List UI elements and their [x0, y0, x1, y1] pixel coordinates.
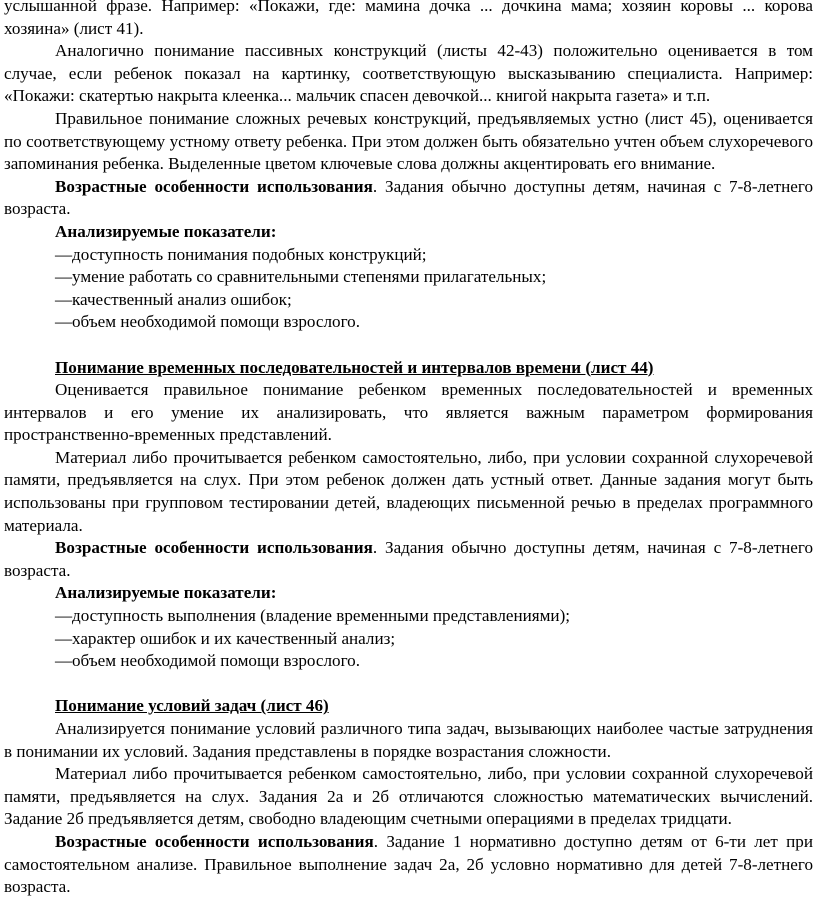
- age-paragraph-1: [4, 176, 813, 221]
- paragraph-passive-constructions: Аналогично понимание пассивных конструкций (листы 42-43) положительно оценивается в том случае, если ребенок показал на картинку, соответствующую высказыванию специалиста. Например: «Покажи: скатертью накрыта клеенка... мальчик спасен девочкой... книгой накрыта газета» и т.п.: [4, 41, 813, 106]
- paragraph-complex-constructions: Правильное понимание сложных речевых конструкций, предъявляемых устно (лист 45), оценивается по соответствующему устному ответу ребенка. При этом должен быть обязательно учтен объем слухоречевого запоминания ребенка. Выделенные цветом ключевые слова должны акцентировать его внимание.: [4, 108, 813, 174]
- age-text: . Задания обычно доступны детям, начиная с 7-8-летнего возраста.: [4, 538, 813, 580]
- age-text: . Задания обычно доступны детям, начиная с 7-8-летнего возраста.: [4, 176, 813, 219]
- dash-marker: —: [55, 628, 73, 648]
- section-title-task-conditions: Понимание условий задач (лист 46): [55, 696, 329, 716]
- paragraph-time-1: Оценивается правильное понимание ребенком временных последовательностей и временных интервалов и его умение их анализировать, что является важным параметром формирования пространственно-временных представлений.: [4, 380, 813, 445]
- age-paragraph-2: [4, 537, 813, 582]
- section-title-time-sequences: Понимание временных последовательностей и интервалов времени (лист 44): [55, 357, 654, 377]
- paragraph-intro: услышанной фразе. Например: «Покажи, где: мамина дочка ... дочкина мама; хозяин коровы ... корова хозяина» (лист 41).: [4, 0, 813, 38]
- paragraph-tasks-2: Материал либо прочитывается ребенком самостоятельно, либо, при условии сохранной слухоречевой памяти, предъявляется на слух. Задания 2а и 2б отличаются сложностью математических вычислений. Задание 2б предъявляется детям, свободно владеющим счетными операциями в пределах тридцати.: [4, 764, 813, 829]
- list-item: —доступность понимания подобных конструкций;: [4, 244, 813, 267]
- dash-marker: —: [55, 651, 73, 671]
- dash-marker: —: [55, 289, 73, 309]
- age-text: . Задание 1 нормативно доступно детям от 6-ти лет при самостоятельном анализе. Правильное выполнение задач 2а, 2б условно нормативно для детей 7-8-летнего возраста.: [4, 831, 813, 897]
- paragraph-time-2: Материал либо прочитывается ребенком самостоятельно, либо, при условии сохранной слухоречевой памяти, предъявляется на слух. При этом ребенок должен дать устный ответ. Данные задания могут быть использованы при групповом тестировании детей, владеющих письменной речью в пределах программного материала.: [4, 447, 813, 535]
- list-item: —объем необходимой помощи взрослого.: [4, 650, 813, 673]
- age-label: Возрастные особенности использования: [55, 831, 374, 851]
- list-item: —характер ошибок и их качественный анализ;: [4, 628, 813, 651]
- dash-marker: —: [55, 267, 73, 287]
- indicators-heading-2: Анализируемые показатели:: [55, 583, 277, 603]
- paragraph-tasks-1: Анализируется понимание условий различного типа задач, вызывающих наиболее частые затруднения в понимании их условий. Задания представлены в порядке возрастания сложности.: [4, 719, 813, 761]
- dash-marker: —: [55, 606, 73, 626]
- dash-marker: —: [55, 312, 73, 332]
- indicators-heading-1: Анализируемые показатели:: [55, 221, 277, 241]
- list-item: —качественный анализ ошибок;: [4, 289, 813, 312]
- list-item: —умение работать со сравнительными степенями прилагательных;: [4, 266, 813, 289]
- spacer: [4, 673, 813, 696]
- age-paragraph-3: [4, 831, 813, 899]
- age-label: Возрастные особенности использования: [55, 176, 373, 196]
- age-label: Возрастные особенности использования: [55, 538, 373, 558]
- list-item: —объем необходимой помощи взрослого.: [4, 311, 813, 334]
- list-item: —доступность выполнения (владение временными представлениями);: [4, 605, 813, 628]
- spacer: [4, 334, 813, 357]
- dash-marker: —: [55, 244, 73, 264]
